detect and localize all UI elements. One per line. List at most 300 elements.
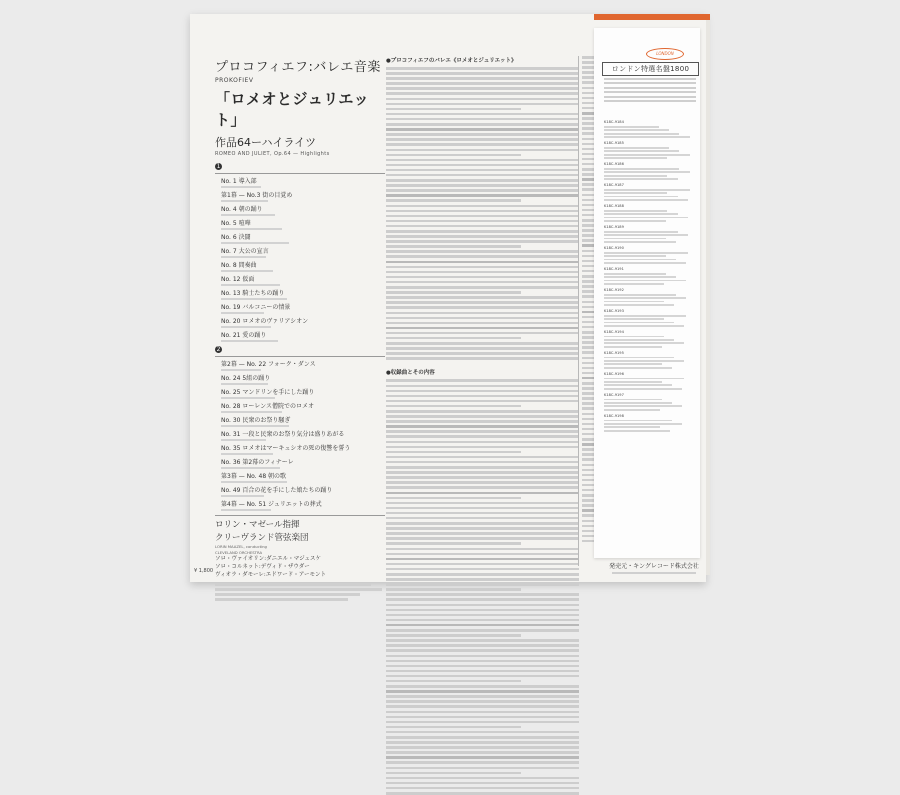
text-line xyxy=(386,532,579,535)
track-row xyxy=(221,220,385,231)
text-line xyxy=(582,224,692,227)
text-line xyxy=(386,312,579,315)
catalog-code: K18C-9195 xyxy=(604,350,624,355)
work-subtitle: 作品64ーハイライツ xyxy=(215,136,317,149)
text-line xyxy=(582,351,692,354)
track-title: No. 4 朝の踊り xyxy=(221,206,263,213)
track-row xyxy=(221,248,385,259)
catalog-code: K18C-9185 xyxy=(604,140,624,145)
text-line xyxy=(386,103,579,106)
text-line xyxy=(582,117,692,120)
work-title: 「ロメオとジュリエット」 xyxy=(215,90,370,129)
text-line xyxy=(386,690,579,693)
text-line xyxy=(582,244,692,247)
text-line xyxy=(582,188,692,191)
text-line xyxy=(582,372,692,375)
text-line xyxy=(386,716,579,719)
track-subtitle-lines xyxy=(221,199,385,203)
composer-name-en: PROKOFIEV xyxy=(215,77,254,84)
text-line xyxy=(386,286,579,289)
orchestra-en: CLEVELAND ORCHESTRA xyxy=(215,550,263,555)
credit-line xyxy=(215,588,382,591)
text-line xyxy=(386,245,521,248)
text-line xyxy=(582,163,692,166)
text-line xyxy=(582,260,692,263)
text-line xyxy=(386,281,579,284)
text-line xyxy=(386,77,579,80)
text-line xyxy=(582,438,692,441)
text-line xyxy=(582,255,692,258)
text-line xyxy=(386,138,579,141)
track-subtitle-lines xyxy=(221,466,385,470)
track-subtitle-lines xyxy=(221,227,385,231)
text-line xyxy=(386,255,579,258)
text-line xyxy=(386,558,579,561)
text-line xyxy=(582,514,692,517)
track-row xyxy=(221,332,385,343)
track-row xyxy=(221,290,385,301)
text-line xyxy=(582,127,692,130)
text-line xyxy=(386,235,579,238)
text-line xyxy=(386,296,579,299)
track-row xyxy=(221,276,385,287)
text-line xyxy=(386,548,579,551)
text-line xyxy=(386,276,579,279)
text-line xyxy=(582,311,692,314)
track-title: 第4幕 — No. 51 ジュリエットの葬式 xyxy=(221,501,322,508)
track-title: No. 1 導入部 xyxy=(221,178,257,185)
track-subtitle-lines xyxy=(221,283,385,287)
catalog-code: K18C-9196 xyxy=(604,371,624,376)
text-line xyxy=(386,721,579,724)
text-line xyxy=(386,337,521,340)
text-line xyxy=(386,435,579,438)
text-line xyxy=(582,295,692,298)
liner-notes-body-2 xyxy=(386,379,579,794)
text-line xyxy=(386,205,579,208)
soloist-2: ソロ・コルネット:デヴィド・ザウダー xyxy=(215,564,310,570)
text-line xyxy=(386,240,579,243)
text-line xyxy=(582,535,692,538)
text-line xyxy=(386,420,579,423)
text-line xyxy=(386,624,579,627)
text-line xyxy=(386,726,521,729)
text-line xyxy=(386,174,579,177)
track-subtitle-lines xyxy=(221,185,385,189)
text-line xyxy=(582,520,692,523)
text-line xyxy=(582,423,692,426)
text-line xyxy=(582,377,692,380)
track-title: 第3幕 — No. 48 朝の歌 xyxy=(221,473,287,480)
text-line xyxy=(386,746,579,749)
track-title: No. 36 第2幕のフィナーレ xyxy=(221,459,294,466)
text-line xyxy=(582,270,692,273)
text-line xyxy=(386,149,579,152)
text-line xyxy=(386,385,579,388)
orchestra-ja: クリーヴランド管弦楽団 xyxy=(215,533,309,543)
track-subtitle-lines xyxy=(221,494,385,498)
text-line xyxy=(386,476,579,479)
text-line xyxy=(582,402,692,405)
text-line xyxy=(386,787,579,790)
track-subtitle-lines xyxy=(221,325,385,329)
text-line xyxy=(386,660,579,663)
text-line xyxy=(582,56,692,59)
text-line xyxy=(386,655,579,658)
text-line xyxy=(386,108,521,111)
text-line xyxy=(582,143,692,146)
track-row xyxy=(221,487,385,498)
track-title: No. 30 民衆のお祭り騒ぎ xyxy=(221,417,291,424)
text-line xyxy=(582,214,692,217)
text-line xyxy=(386,210,579,213)
text-line xyxy=(582,87,692,90)
text-line xyxy=(386,82,579,85)
series-title: ロンドン特選名盤1800 xyxy=(602,62,699,76)
track-listing-panel xyxy=(215,56,385,578)
track-subtitle-lines xyxy=(221,339,385,343)
text-line xyxy=(386,164,579,167)
text-line xyxy=(386,250,579,253)
text-line xyxy=(386,113,579,116)
conductor-ja: ロリン・マゼール指揮 xyxy=(215,520,300,530)
track-title: No. 24 5組の踊り xyxy=(221,375,271,382)
text-line xyxy=(386,583,579,586)
text-line xyxy=(386,123,579,126)
text-line xyxy=(582,392,692,395)
divider xyxy=(215,356,385,357)
text-line xyxy=(386,266,579,269)
text-line xyxy=(386,573,579,576)
text-line xyxy=(582,341,692,344)
text-line xyxy=(582,76,692,79)
text-line xyxy=(582,499,692,502)
text-line xyxy=(386,322,579,325)
text-line xyxy=(582,138,659,141)
text-line xyxy=(582,509,692,512)
text-line xyxy=(386,685,579,688)
text-line xyxy=(386,400,579,403)
sleeve-edge xyxy=(706,20,710,575)
track-subtitle-lines xyxy=(221,213,385,217)
text-line xyxy=(386,578,579,581)
text-line xyxy=(386,537,579,540)
composer-title: プロコフィエフ:バレエ音楽 xyxy=(215,60,381,75)
track-subtitle-lines xyxy=(221,382,385,386)
record-sleeve-back xyxy=(190,14,706,582)
side-1-track-list xyxy=(215,178,385,343)
track-row xyxy=(221,206,385,217)
text-line xyxy=(386,184,579,187)
text-line xyxy=(582,453,692,456)
track-row xyxy=(221,178,385,189)
text-line xyxy=(582,382,692,385)
text-line xyxy=(386,347,579,350)
track-title: No. 28 ローレンス僧院でのロメオ xyxy=(221,403,314,410)
text-line xyxy=(386,767,579,770)
text-line xyxy=(386,644,579,647)
text-line xyxy=(582,122,692,125)
text-line xyxy=(386,614,579,617)
side-2-marker: 2 xyxy=(216,346,221,353)
text-line xyxy=(582,301,692,304)
publisher: 発売元・キングレコード株式会社 xyxy=(609,563,699,570)
text-line xyxy=(582,458,659,461)
liner-notes-heading: ●プロコフィエフのバレエ《ロメオとジュリエット》 xyxy=(386,58,517,64)
text-line xyxy=(386,486,579,489)
track-row xyxy=(221,403,385,414)
credit-line xyxy=(215,583,371,586)
text-line xyxy=(582,275,659,278)
text-line xyxy=(386,220,579,223)
track-subtitle-lines xyxy=(221,480,385,484)
text-line xyxy=(582,102,692,105)
text-line xyxy=(582,525,692,528)
text-line xyxy=(582,530,692,533)
text-line xyxy=(386,522,579,525)
text-line xyxy=(582,290,692,293)
text-line xyxy=(582,250,692,253)
text-line xyxy=(582,346,692,349)
text-line xyxy=(582,132,692,135)
catalog-code: K18C-9186 xyxy=(604,161,624,166)
text-line xyxy=(582,387,692,390)
text-line xyxy=(386,271,579,274)
text-line xyxy=(386,604,579,607)
text-line xyxy=(582,168,692,171)
text-line xyxy=(582,92,659,95)
track-subtitle-lines xyxy=(221,269,385,273)
track-title: No. 35 ロメオはマーキュシオの死の復讐を誓う xyxy=(221,445,351,452)
track-subtitle-lines xyxy=(221,297,385,301)
track-row xyxy=(221,262,385,273)
liner-notes-body-3 xyxy=(582,56,692,542)
text-line xyxy=(582,494,692,497)
text-line xyxy=(582,448,692,451)
text-line xyxy=(386,446,579,449)
text-line xyxy=(386,451,521,454)
text-line xyxy=(386,466,579,469)
text-line xyxy=(582,178,692,181)
text-line xyxy=(386,665,579,668)
text-line xyxy=(582,428,692,431)
text-line xyxy=(582,316,692,319)
text-line xyxy=(386,711,579,714)
text-line xyxy=(582,464,692,467)
track-row xyxy=(221,192,385,203)
text-line xyxy=(386,680,521,683)
text-line xyxy=(386,502,579,505)
track-title: No. 21 愛の踊り xyxy=(221,332,267,339)
text-line xyxy=(582,474,692,477)
text-line xyxy=(582,489,692,492)
catalog-code: K18C-9184 xyxy=(604,120,624,124)
track-row xyxy=(221,445,385,456)
text-line xyxy=(582,229,659,232)
text-line xyxy=(386,471,579,474)
text-line xyxy=(386,133,579,136)
track-title: No. 31 一段と民衆のお祭り気分は盛りあがる xyxy=(221,431,345,438)
text-line xyxy=(582,469,692,472)
text-line xyxy=(582,321,659,324)
text-line xyxy=(386,342,579,345)
text-line xyxy=(386,772,521,775)
text-line xyxy=(386,159,579,162)
text-line xyxy=(582,61,692,64)
track-row xyxy=(221,375,385,386)
text-line xyxy=(386,415,579,418)
text-line xyxy=(582,504,659,507)
track-row xyxy=(221,304,385,315)
text-line xyxy=(386,492,579,495)
text-line xyxy=(386,649,579,652)
text-line xyxy=(582,336,692,339)
track-subtitle-lines xyxy=(221,438,385,442)
track-row xyxy=(221,318,385,329)
text-line xyxy=(386,179,579,182)
text-line xyxy=(582,112,692,115)
soloist-3: ヴィオラ・ダモーレ:エドワード・アーモント xyxy=(215,572,327,578)
text-line xyxy=(582,107,692,110)
text-line xyxy=(386,291,521,294)
track-title: No. 5 喧嘩 xyxy=(221,220,251,227)
text-line xyxy=(386,301,579,304)
text-line xyxy=(582,183,659,186)
liner-notes-panel xyxy=(386,56,579,566)
text-line xyxy=(582,173,692,176)
text-line xyxy=(386,507,579,510)
text-line xyxy=(582,285,692,288)
text-line xyxy=(582,367,659,370)
text-line xyxy=(386,542,521,545)
london-logo: LONDON xyxy=(646,48,684,60)
catalog-code: K18C-9189 xyxy=(604,224,624,229)
text-line xyxy=(386,517,579,520)
text-line xyxy=(386,481,579,484)
text-line xyxy=(386,199,521,202)
text-line xyxy=(582,265,692,268)
text-line xyxy=(582,239,692,242)
text-line xyxy=(386,527,579,530)
text-line xyxy=(582,194,692,197)
text-line xyxy=(386,568,579,571)
text-line xyxy=(386,395,579,398)
credit-line xyxy=(215,593,360,596)
text-line xyxy=(582,357,692,360)
text-line xyxy=(386,756,579,759)
text-line xyxy=(582,71,692,74)
text-line xyxy=(386,588,521,591)
divider xyxy=(215,173,385,174)
price-label: ¥ 1,800 xyxy=(194,568,214,574)
track-row xyxy=(221,361,385,372)
track-row xyxy=(221,473,385,484)
track-title: 第2幕 — No. 22 フォーク・ダンス xyxy=(221,361,316,368)
text-line xyxy=(386,670,579,673)
text-line xyxy=(386,230,579,233)
text-line xyxy=(582,418,692,421)
text-line xyxy=(386,761,579,764)
catalog-code: K18C-9197 xyxy=(604,392,624,397)
track-title: No. 8 間奏曲 xyxy=(221,262,257,269)
work-subtitle-en: ROMEO AND JULIET, Op.64 — Highlights xyxy=(215,151,330,157)
text-line xyxy=(582,204,692,207)
text-line xyxy=(582,326,692,329)
text-line xyxy=(386,441,579,444)
text-line xyxy=(386,705,579,708)
text-line xyxy=(386,154,521,157)
text-line xyxy=(582,306,692,309)
track-title: No. 19 バルコニーの情景 xyxy=(221,304,291,311)
catalog-code: K18C-9192 xyxy=(604,287,624,292)
text-line xyxy=(386,695,579,698)
track-title: No. 25 マンドリンを手にした踊り xyxy=(221,389,315,396)
text-line xyxy=(386,405,521,408)
text-line xyxy=(582,413,659,416)
text-line xyxy=(386,98,579,101)
side-1-marker: 1 xyxy=(216,163,221,170)
text-line xyxy=(386,563,579,566)
text-line xyxy=(386,72,579,75)
text-line xyxy=(386,736,579,739)
text-line xyxy=(386,379,579,382)
text-line xyxy=(582,540,692,543)
text-line xyxy=(386,87,579,90)
divider xyxy=(215,515,385,516)
catalog-code: K18C-9187 xyxy=(604,182,624,187)
track-row xyxy=(221,459,385,470)
track-title: No. 6 決闘 xyxy=(221,234,251,241)
text-line xyxy=(386,741,579,744)
liner-notes-right-column xyxy=(582,56,692,566)
liner-notes-heading-2: ●収録曲とその内容 xyxy=(386,370,435,377)
text-line xyxy=(386,169,579,172)
track-subtitle-lines xyxy=(221,508,385,512)
text-line xyxy=(582,479,692,482)
track-subtitle-lines xyxy=(221,311,385,315)
text-line xyxy=(386,639,579,642)
text-line xyxy=(386,128,579,131)
text-line xyxy=(386,675,579,678)
text-line xyxy=(582,158,692,161)
text-line xyxy=(386,461,579,464)
text-line xyxy=(386,189,579,192)
conductor-en: LORIN MAAZEL, conducting xyxy=(215,544,267,549)
track-subtitle-lines xyxy=(221,255,385,259)
catalog-code: K18C-9188 xyxy=(604,203,624,208)
track-row xyxy=(221,389,385,400)
recording-credits xyxy=(215,583,385,601)
text-line xyxy=(386,317,579,320)
catalog-code: K18C-9198 xyxy=(604,413,624,418)
text-line xyxy=(582,81,692,84)
track-title: 第1幕 — No.3 街の目覚め xyxy=(221,192,293,199)
text-line xyxy=(386,777,579,780)
track-subtitle-lines xyxy=(221,452,385,456)
text-line xyxy=(582,209,692,212)
track-title: No. 13 騎士たちの踊り xyxy=(221,290,285,297)
text-line xyxy=(386,118,579,121)
text-line xyxy=(582,234,692,237)
text-line xyxy=(386,512,579,515)
text-line xyxy=(386,425,579,428)
text-line xyxy=(582,443,692,446)
column-divider xyxy=(578,56,579,566)
text-line xyxy=(582,148,692,151)
text-line xyxy=(386,619,579,622)
track-title: No. 7 大公の宣言 xyxy=(221,248,269,255)
text-line xyxy=(386,352,579,355)
